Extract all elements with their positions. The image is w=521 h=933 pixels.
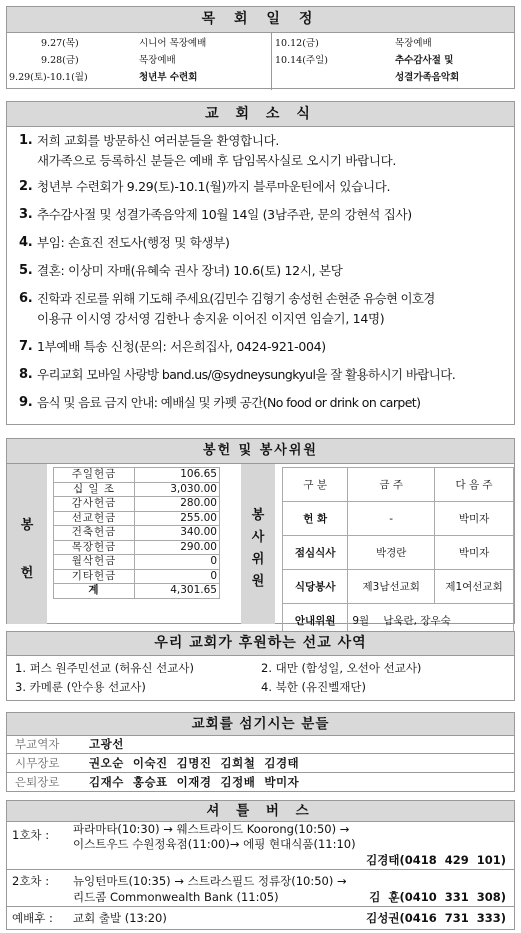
offering-total-label: 계 [54, 584, 135, 599]
news-item-text: 저희 교회를 방문하신 여러분들을 환영합니다. [37, 133, 280, 148]
news-item-text: 부임: 손효진 전도사(행정 및 학생부) [37, 235, 230, 250]
news-item-text: 청년부 수련회가 9.29(토)-10.1(월)까지 블루마운틴에서 있습니다. [37, 179, 391, 194]
servants-names: 고광선 [89, 737, 124, 751]
offering-row [54, 526, 220, 541]
usher-role: 안내위원 [283, 604, 348, 638]
offering-amount: 3,030.00 [135, 482, 220, 497]
offering-side-label [7, 464, 47, 624]
schedule-date: 9.29(토)-10.1(월) [9, 72, 88, 83]
offering-amount: 255.00 [135, 511, 220, 526]
offering-name: 십 일 조 [54, 482, 135, 497]
schedule-date: 10.12(금) [275, 38, 319, 49]
news-item [19, 261, 510, 281]
news-item [19, 233, 510, 253]
schedule-row [7, 36, 514, 52]
service-next-week: 박미자 [435, 536, 514, 570]
shuttle-section [6, 800, 515, 930]
news-item-text: 우리교회 모바일 사랑방 band.us/@sydneysungkyul을 잘 활용하시기 바랍니다. [37, 367, 456, 382]
news-item [19, 365, 510, 385]
missions-section [6, 631, 515, 701]
servants-role: 은퇴장로 [15, 775, 60, 789]
service-role: 헌 화 [283, 502, 348, 536]
news-item-number: 8. [19, 367, 33, 382]
offering-amount: 290.00 [135, 540, 220, 555]
offering-name: 목장헌금 [54, 540, 135, 555]
usher-names: 남욱란, 장우숙 [383, 615, 451, 627]
service-header-row [283, 468, 514, 502]
bus2-driver: 김 훈(0410 331 308) [369, 890, 506, 904]
news-item [19, 393, 510, 413]
service-table [282, 467, 514, 638]
news-item-number: 4. [19, 235, 33, 250]
news-item-number: 3. [19, 207, 33, 222]
news-item-number: 9. [19, 395, 33, 410]
service-this-week: 제3남선교회 [348, 570, 435, 604]
schedule-date: 9.27(목) [41, 38, 79, 49]
schedule-event: 시니어 목장예배 [139, 38, 207, 49]
mission-item: 2. 대만 (함성일, 오선아 선교사) [261, 661, 422, 675]
service-this-week: 박경란 [348, 536, 435, 570]
news-item-number: 6. [19, 291, 33, 306]
schedule-date: 9.28(금) [41, 55, 79, 66]
news-item-text: 음식 및 음료 금지 안내: 예배실 및 카펫 공간(No food or drink on carpet) [37, 395, 421, 410]
mission-item: 3. 카메룬 (안수용 선교사) [15, 680, 146, 694]
service-header: 금 주 [348, 468, 435, 502]
offering-amount: 0 [135, 569, 220, 584]
offering-table [53, 467, 220, 599]
bus2-route: 리드콤 Commonwealth Bank (11:05) [73, 890, 279, 904]
service-row [283, 502, 514, 536]
divider [7, 869, 514, 870]
news-item-text: 결혼: 이상미 자매(유혜숙 권사 장녀) 10.6(토) 12시, 본당 [37, 263, 343, 278]
missions-title: 우리 교회가 후원하는 선교 사역 [7, 632, 514, 656]
news-item-text: 새가족으로 등록하신 분들은 예배 후 담임목사실로 오시기 바랍니다. [37, 153, 397, 168]
offering-side-char: 헌 [20, 566, 34, 581]
schedule-event: 추수감사절 및 [395, 55, 454, 66]
service-row [283, 570, 514, 604]
offering-name: 기타헌금 [54, 569, 135, 584]
schedule-event: 성결가족음악회 [395, 72, 460, 83]
bus1-driver: 김경태(0418 429 101) [366, 853, 506, 867]
mission-item: 4. 북한 (유진벨재단) [261, 680, 367, 694]
servants-section [6, 712, 515, 792]
news-item-number: 2. [19, 179, 33, 194]
offering-section [6, 438, 515, 627]
offering-row [54, 511, 220, 526]
offering-name: 건축헌금 [54, 526, 135, 541]
mission-item: 1. 퍼스 원주민선교 (허유신 선교사) [15, 661, 194, 675]
divider [7, 906, 514, 907]
schedule-event: 목장예배 [395, 38, 432, 49]
news-item-number: 7. [19, 339, 33, 354]
offering-body [7, 464, 514, 627]
servants-title: 교회를 섬기시는 분들 [7, 713, 514, 736]
servants-row [7, 754, 514, 772]
offering-name: 선교헌금 [54, 511, 135, 526]
offering-total-amount: 4,301.65 [135, 584, 220, 599]
news-item-text: 추수감사절 및 성결가족음악제 10월 14일 (3남주관, 문의 강현석 집사) [37, 207, 412, 222]
offering-row [54, 468, 220, 483]
schedule-date: 10.14(주일) [275, 55, 328, 66]
schedule-grid [7, 33, 514, 90]
news-item-number: 5. [19, 263, 33, 278]
after-service-label: 예배후 : [12, 911, 53, 925]
service-row [283, 536, 514, 570]
servants-row [7, 735, 514, 753]
news-item [19, 177, 510, 197]
servants-row [7, 773, 514, 791]
news-item-number: 1. [19, 133, 33, 148]
news-item [19, 289, 510, 329]
bus2-label: 2호차 : [12, 874, 50, 888]
offering-row [54, 540, 220, 555]
service-role: 점심식사 [283, 536, 348, 570]
service-next-week: 제1여선교회 [435, 570, 514, 604]
bus2-route: 뉴잉턴마트(10:35) → 스트라스필드 정류장(10:50) → [73, 874, 347, 888]
bus1-label: 1호차 : [12, 828, 50, 842]
news-item-text: 진학과 진로를 위해 기도해 주세요(김민수 김형기 송성헌 손현준 유승현 이호경 [37, 291, 435, 306]
offering-name: 월삭헌금 [54, 555, 135, 570]
service-side-char: 원 [251, 574, 265, 589]
schedule-row [7, 53, 514, 69]
offering-name: 감사헌금 [54, 497, 135, 512]
service-role: 식당봉사 [283, 570, 348, 604]
news-item [19, 205, 510, 225]
schedule-section [6, 6, 515, 89]
offering-row [54, 555, 220, 570]
schedule-event: 목장예배 [139, 55, 176, 66]
after-service-driver: 김성권(0416 731 333) [366, 911, 506, 925]
offering-amount: 280.00 [135, 497, 220, 512]
bus1-route: 파라마타(10:30) → 웨스트라이드 Koorong(10:50) → [73, 822, 350, 836]
servants-names: 권오순 이숙진 김명진 김희철 김경태 [89, 756, 300, 770]
shuttle-title: 셔 틀 버 스 [7, 801, 514, 822]
offering-name: 주일헌금 [54, 468, 135, 483]
servants-role: 시무장로 [15, 756, 60, 770]
offering-amount: 106.65 [135, 468, 220, 483]
servants-role: 부교역자 [15, 737, 60, 751]
service-side-char: 봉 [251, 508, 265, 523]
news-item [19, 337, 510, 357]
news-item-text: 이용규 이시영 강서영 김한나 송지윤 이어진 이지연 임슬기, 14명) [37, 311, 385, 326]
news-item-text: 1부예배 특송 신청(문의: 서은희집사, 0424-921-004) [37, 339, 326, 354]
schedule-title: 목 회 일 정 [7, 7, 514, 33]
offering-total-row [54, 584, 220, 599]
bus1-route: 이스트우드 수원정육점(11:00)→ 에핑 현대식품(11:10) [73, 837, 356, 851]
schedule-row [7, 70, 514, 86]
service-header: 다 음 주 [435, 468, 514, 502]
offering-amount: 340.00 [135, 526, 220, 541]
offering-amount: 0 [135, 555, 220, 570]
offering-row [54, 482, 220, 497]
service-side-char: 위 [251, 552, 265, 567]
service-next-week: 박미자 [435, 502, 514, 536]
after-service-route: 교회 출발 (13:20) [73, 911, 167, 925]
service-header: 구 분 [283, 468, 348, 502]
schedule-event: 청년부 수련회 [139, 72, 198, 83]
offering-row [54, 569, 220, 584]
usher-month: 9월 [352, 615, 370, 627]
service-this-week: - [348, 502, 435, 536]
service-side-char: 사 [251, 530, 265, 545]
offering-title: 봉헌 및 봉사위원 [7, 439, 514, 464]
offering-side-char: 봉 [20, 518, 34, 533]
offering-row [54, 497, 220, 512]
news-section [6, 101, 515, 425]
news-item [19, 131, 510, 171]
service-side-label [241, 464, 275, 624]
servants-names: 김재수 홍승표 이재경 김정배 박미자 [89, 775, 300, 789]
news-title: 교 회 소 식 [7, 102, 514, 127]
